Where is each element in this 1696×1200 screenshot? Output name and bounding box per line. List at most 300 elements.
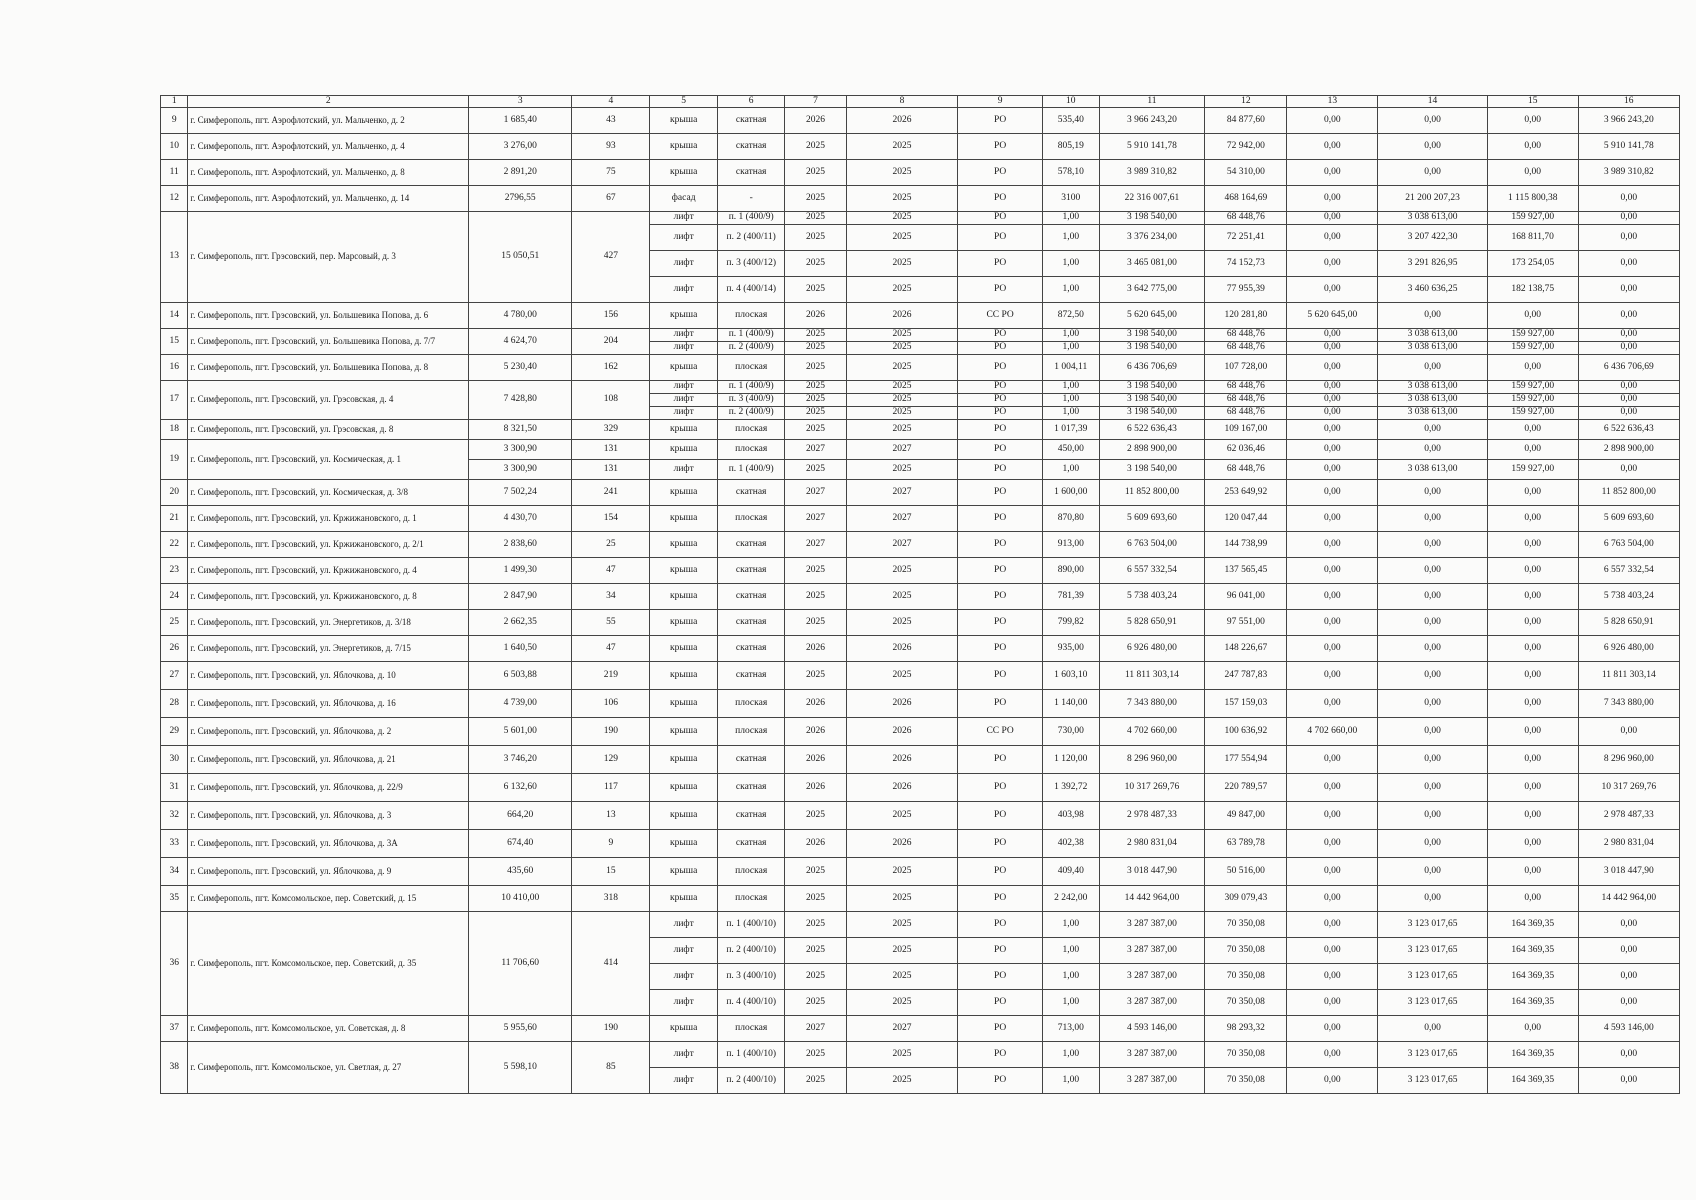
address: г. Симферополь, пгт. Грэсовский, ул. Большевика Попова, д. 7/7 [188, 329, 469, 355]
year-end: 2025 [846, 802, 958, 830]
federal-amount: 0,00 [1378, 355, 1488, 381]
year-start: 2026 [785, 746, 846, 774]
cost-per-unit: 68 448,76 [1205, 407, 1287, 420]
fund-amount: 0,00 [1287, 662, 1378, 690]
owner-amount: 0,00 [1578, 212, 1679, 225]
year-start: 2027 [785, 506, 846, 532]
column-header: 6 [717, 96, 785, 108]
work-subtype: п. 1 (400/9) [717, 381, 785, 394]
row-number: 33 [161, 830, 188, 858]
funding-source: РО [958, 186, 1042, 212]
funding-source: РО [958, 394, 1042, 407]
work-subtype: скатная [717, 108, 785, 134]
year-start: 2026 [785, 108, 846, 134]
row-number: 30 [161, 746, 188, 774]
federal-amount: 3 038 613,00 [1378, 407, 1488, 420]
work-subtype: скатная [717, 662, 785, 690]
owner-amount: 7 343 880,00 [1578, 690, 1679, 718]
table-row [161, 303, 1680, 329]
table-row [161, 858, 1680, 886]
year-start: 2025 [785, 329, 846, 342]
regional-amount: 168 811,70 [1487, 225, 1578, 251]
funding-source: РО [958, 440, 1042, 460]
federal-amount: 3 038 613,00 [1378, 381, 1488, 394]
total-cost: 22 316 007,61 [1099, 186, 1204, 212]
column-header: 7 [785, 96, 846, 108]
volume: 890,00 [1042, 558, 1099, 584]
fund-amount: 0,00 [1287, 407, 1378, 420]
federal-amount: 0,00 [1378, 108, 1488, 134]
owner-amount: 11 811 303,14 [1578, 662, 1679, 690]
column-header: 5 [650, 96, 718, 108]
funding-source: РО [958, 858, 1042, 886]
regional-amount: 159 927,00 [1487, 342, 1578, 355]
cost-per-unit: 84 877,60 [1205, 108, 1287, 134]
cost-per-unit: 70 350,08 [1205, 990, 1287, 1016]
funding-source: РО [958, 480, 1042, 506]
total-area: 5 598,10 [469, 1042, 572, 1094]
total-cost: 2 978 487,33 [1099, 802, 1204, 830]
fund-amount: 0,00 [1287, 225, 1378, 251]
total-area: 4 739,00 [469, 690, 572, 718]
year-start: 2025 [785, 225, 846, 251]
total-area: 3 276,00 [469, 134, 572, 160]
total-cost: 2 980 831,04 [1099, 830, 1204, 858]
year-end: 2025 [846, 134, 958, 160]
volume: 1,00 [1042, 1042, 1099, 1068]
work-type: лифт [650, 1068, 718, 1094]
funding-source: РО [958, 774, 1042, 802]
year-end: 2025 [846, 858, 958, 886]
work-type: крыша [650, 355, 718, 381]
regional-amount: 159 927,00 [1487, 407, 1578, 420]
owner-amount: 8 296 960,00 [1578, 746, 1679, 774]
cost-per-unit: 107 728,00 [1205, 355, 1287, 381]
work-type: лифт [650, 1042, 718, 1068]
owner-amount: 0,00 [1578, 394, 1679, 407]
year-end: 2025 [846, 584, 958, 610]
year-start: 2025 [785, 938, 846, 964]
owner-amount: 0,00 [1578, 186, 1679, 212]
fund-amount: 0,00 [1287, 610, 1378, 636]
cost-per-unit: 68 448,76 [1205, 329, 1287, 342]
cost-per-unit: 72 942,00 [1205, 134, 1287, 160]
year-start: 2025 [785, 355, 846, 381]
volume: 1,00 [1042, 225, 1099, 251]
work-type: лифт [650, 407, 718, 420]
residents-count: 13 [572, 802, 650, 830]
address: г. Симферополь, пгт. Аэрофлотский, ул. Мальченко, д. 2 [188, 108, 469, 134]
work-subtype: скатная [717, 480, 785, 506]
fund-amount: 0,00 [1287, 690, 1378, 718]
address: г. Симферополь, пгт. Грэсовский, ул. Энергетиков, д. 3/18 [188, 610, 469, 636]
year-end: 2025 [846, 1068, 958, 1094]
fund-amount: 0,00 [1287, 134, 1378, 160]
work-subtype: плоская [717, 858, 785, 886]
volume: 1,00 [1042, 329, 1099, 342]
regional-amount: 1 115 800,38 [1487, 186, 1578, 212]
owner-amount: 2 978 487,33 [1578, 802, 1679, 830]
address: г. Симферополь, пгт. Грэсовский, ул. Большевика Попова, д. 8 [188, 355, 469, 381]
cost-per-unit: 49 847,00 [1205, 802, 1287, 830]
total-area: 4 780,00 [469, 303, 572, 329]
year-end: 2027 [846, 1016, 958, 1042]
column-header: 15 [1487, 96, 1578, 108]
address: г. Симферополь, пгт. Грэсовский, ул. Космическая, д. 3/8 [188, 480, 469, 506]
residents-count: 414 [572, 912, 650, 1016]
total-cost: 2 898 900,00 [1099, 440, 1204, 460]
year-start: 2025 [785, 1068, 846, 1094]
column-header: 12 [1205, 96, 1287, 108]
work-subtype: скатная [717, 532, 785, 558]
fund-amount: 0,00 [1287, 329, 1378, 342]
year-end: 2025 [846, 610, 958, 636]
federal-amount: 3 038 613,00 [1378, 212, 1488, 225]
volume: 781,39 [1042, 584, 1099, 610]
residents-count: 25 [572, 532, 650, 558]
address: г. Симферополь, пгт. Грэсовский, ул. Грэсовская, д. 4 [188, 381, 469, 420]
table-row [161, 610, 1680, 636]
work-subtype: плоская [717, 506, 785, 532]
total-area: 7 502,24 [469, 480, 572, 506]
volume: 578,10 [1042, 160, 1099, 186]
owner-amount: 2 898 900,00 [1578, 440, 1679, 460]
owner-amount: 0,00 [1578, 407, 1679, 420]
total-cost: 6 522 636,43 [1099, 420, 1204, 440]
year-start: 2027 [785, 532, 846, 558]
year-start: 2025 [785, 460, 846, 480]
regional-amount: 164 369,35 [1487, 990, 1578, 1016]
cost-per-unit: 120 281,80 [1205, 303, 1287, 329]
cost-per-unit: 157 159,03 [1205, 690, 1287, 718]
volume: 1 017,39 [1042, 420, 1099, 440]
table-row [161, 690, 1680, 718]
residents-count: 219 [572, 662, 650, 690]
work-subtype: плоская [717, 303, 785, 329]
cost-per-unit: 77 955,39 [1205, 277, 1287, 303]
address: г. Симферополь, пгт. Комсомольское, ул. Светлая, д. 27 [188, 1042, 469, 1094]
federal-amount: 0,00 [1378, 1016, 1488, 1042]
fund-amount: 4 702 660,00 [1287, 718, 1378, 746]
work-subtype: плоская [717, 440, 785, 460]
row-number: 31 [161, 774, 188, 802]
federal-amount: 3 123 017,65 [1378, 1042, 1488, 1068]
year-end: 2026 [846, 108, 958, 134]
fund-amount: 0,00 [1287, 938, 1378, 964]
column-header: 14 [1378, 96, 1488, 108]
federal-amount: 3 123 017,65 [1378, 912, 1488, 938]
work-subtype: п. 2 (400/10) [717, 1068, 785, 1094]
year-end: 2025 [846, 342, 958, 355]
year-end: 2025 [846, 938, 958, 964]
row-number: 19 [161, 440, 188, 480]
total-cost: 3 287 387,00 [1099, 912, 1204, 938]
address: г. Симферополь, пгт. Грэсовский, ул. Кржижановского, д. 8 [188, 584, 469, 610]
residents-count: 204 [572, 329, 650, 355]
regional-amount: 0,00 [1487, 886, 1578, 912]
year-start: 2027 [785, 440, 846, 460]
row-number: 25 [161, 610, 188, 636]
work-subtype: п. 4 (400/14) [717, 277, 785, 303]
row-number: 35 [161, 886, 188, 912]
total-cost: 3 198 540,00 [1099, 212, 1204, 225]
work-type: крыша [650, 718, 718, 746]
federal-amount: 0,00 [1378, 858, 1488, 886]
fund-amount: 0,00 [1287, 251, 1378, 277]
volume: 1,00 [1042, 394, 1099, 407]
row-number: 28 [161, 690, 188, 718]
total-cost: 3 198 540,00 [1099, 407, 1204, 420]
cost-per-unit: 50 516,00 [1205, 858, 1287, 886]
year-end: 2026 [846, 718, 958, 746]
funding-source: РО [958, 134, 1042, 160]
federal-amount: 0,00 [1378, 718, 1488, 746]
work-type: крыша [650, 532, 718, 558]
cost-per-unit: 68 448,76 [1205, 460, 1287, 480]
work-subtype: плоская [717, 355, 785, 381]
year-end: 2026 [846, 774, 958, 802]
row-number: 11 [161, 160, 188, 186]
total-area: 3 300,90 [469, 440, 572, 460]
residents-count: 129 [572, 746, 650, 774]
total-area: 11 706,60 [469, 912, 572, 1016]
total-area: 3 300,90 [469, 460, 572, 480]
work-type: крыша [650, 584, 718, 610]
address: г. Симферополь, пгт. Грэсовский, ул. Грэсовская, д. 8 [188, 420, 469, 440]
fund-amount: 5 620 645,00 [1287, 303, 1378, 329]
work-type: лифт [650, 964, 718, 990]
total-cost: 3 642 775,00 [1099, 277, 1204, 303]
volume: 1,00 [1042, 381, 1099, 394]
federal-amount: 3 038 613,00 [1378, 460, 1488, 480]
federal-amount: 3 123 017,65 [1378, 1068, 1488, 1094]
cost-per-unit: 253 649,92 [1205, 480, 1287, 506]
work-subtype: плоская [717, 420, 785, 440]
year-start: 2025 [785, 134, 846, 160]
address: г. Симферополь, пгт. Грэсовский, ул. Яблочкова, д. 10 [188, 662, 469, 690]
row-number: 34 [161, 858, 188, 886]
table-row [161, 912, 1680, 938]
federal-amount: 3 038 613,00 [1378, 342, 1488, 355]
work-type: крыша [650, 636, 718, 662]
year-start: 2025 [785, 990, 846, 1016]
table-row [161, 212, 1680, 225]
work-type: крыша [650, 886, 718, 912]
volume: 1,00 [1042, 1068, 1099, 1094]
funding-source: РО [958, 964, 1042, 990]
total-cost: 6 557 332,54 [1099, 558, 1204, 584]
regional-amount: 173 254,05 [1487, 251, 1578, 277]
table-row [161, 440, 1680, 460]
year-start: 2025 [785, 342, 846, 355]
volume: 450,00 [1042, 440, 1099, 460]
regional-amount: 0,00 [1487, 584, 1578, 610]
residents-count: 85 [572, 1042, 650, 1094]
residents-count: 106 [572, 690, 650, 718]
table-row [161, 636, 1680, 662]
total-area: 6 132,60 [469, 774, 572, 802]
row-number: 10 [161, 134, 188, 160]
owner-amount: 5 828 650,91 [1578, 610, 1679, 636]
year-start: 2026 [785, 830, 846, 858]
owner-amount: 14 442 964,00 [1578, 886, 1679, 912]
federal-amount: 0,00 [1378, 746, 1488, 774]
fund-amount: 0,00 [1287, 480, 1378, 506]
residents-count: 15 [572, 858, 650, 886]
cost-per-unit: 96 041,00 [1205, 584, 1287, 610]
work-subtype: п. 2 (400/9) [717, 407, 785, 420]
table-row [161, 662, 1680, 690]
regional-amount: 0,00 [1487, 134, 1578, 160]
year-start: 2026 [785, 636, 846, 662]
year-start: 2025 [785, 1042, 846, 1068]
year-start: 2025 [785, 662, 846, 690]
owner-amount: 3 966 243,20 [1578, 108, 1679, 134]
total-area: 674,40 [469, 830, 572, 858]
owner-amount: 0,00 [1578, 460, 1679, 480]
volume: 1 120,00 [1042, 746, 1099, 774]
total-cost: 3 287 387,00 [1099, 1042, 1204, 1068]
funding-source: РО [958, 251, 1042, 277]
regional-amount: 159 927,00 [1487, 329, 1578, 342]
fund-amount: 0,00 [1287, 858, 1378, 886]
table-row [161, 532, 1680, 558]
volume: 403,98 [1042, 802, 1099, 830]
year-end: 2027 [846, 440, 958, 460]
year-start: 2025 [785, 160, 846, 186]
work-type: лифт [650, 460, 718, 480]
total-cost: 3 198 540,00 [1099, 342, 1204, 355]
total-area: 5 230,40 [469, 355, 572, 381]
table-row [161, 420, 1680, 440]
year-end: 2025 [846, 160, 958, 186]
table-row [161, 558, 1680, 584]
regional-amount: 0,00 [1487, 506, 1578, 532]
volume: 409,40 [1042, 858, 1099, 886]
funding-source: РО [958, 277, 1042, 303]
owner-amount: 0,00 [1578, 990, 1679, 1016]
fund-amount: 0,00 [1287, 802, 1378, 830]
regional-amount: 164 369,35 [1487, 912, 1578, 938]
address: г. Симферополь, пгт. Грэсовский, ул. Яблочкова, д. 16 [188, 690, 469, 718]
table-row [161, 802, 1680, 830]
total-area: 5 955,60 [469, 1016, 572, 1042]
total-cost: 3 018 447,90 [1099, 858, 1204, 886]
owner-amount: 0,00 [1578, 303, 1679, 329]
work-subtype: п. 2 (400/11) [717, 225, 785, 251]
fund-amount: 0,00 [1287, 558, 1378, 584]
table-row [161, 355, 1680, 381]
total-cost: 7 343 880,00 [1099, 690, 1204, 718]
year-start: 2025 [785, 212, 846, 225]
cost-per-unit: 70 350,08 [1205, 964, 1287, 990]
federal-amount: 0,00 [1378, 802, 1488, 830]
year-end: 2025 [846, 886, 958, 912]
volume: 799,82 [1042, 610, 1099, 636]
year-start: 2025 [785, 277, 846, 303]
owner-amount: 5 910 141,78 [1578, 134, 1679, 160]
row-number: 23 [161, 558, 188, 584]
volume: 1,00 [1042, 938, 1099, 964]
cost-per-unit: 177 554,94 [1205, 746, 1287, 774]
regional-amount: 0,00 [1487, 440, 1578, 460]
cost-per-unit: 98 293,32 [1205, 1016, 1287, 1042]
year-start: 2025 [785, 251, 846, 277]
owner-amount: 0,00 [1578, 342, 1679, 355]
total-cost: 5 609 693,60 [1099, 506, 1204, 532]
column-number-row [161, 96, 1680, 108]
residents-count: 47 [572, 558, 650, 584]
volume: 1,00 [1042, 277, 1099, 303]
column-header: 8 [846, 96, 958, 108]
residents-count: 43 [572, 108, 650, 134]
work-subtype: скатная [717, 584, 785, 610]
address: г. Симферополь, пгт. Комсомольское, ул. Советская, д. 8 [188, 1016, 469, 1042]
funding-source: РО [958, 584, 1042, 610]
table-row [161, 886, 1680, 912]
table-row [161, 746, 1680, 774]
regional-amount: 0,00 [1487, 610, 1578, 636]
regional-amount: 0,00 [1487, 718, 1578, 746]
funding-source: РО [958, 506, 1042, 532]
table-row [161, 830, 1680, 858]
owner-amount: 0,00 [1578, 964, 1679, 990]
year-end: 2025 [846, 277, 958, 303]
cost-per-unit: 74 152,73 [1205, 251, 1287, 277]
work-type: лифт [650, 251, 718, 277]
owner-amount: 6 763 504,00 [1578, 532, 1679, 558]
federal-amount: 0,00 [1378, 558, 1488, 584]
volume: 1 600,00 [1042, 480, 1099, 506]
address: г. Симферополь, пгт. Аэрофлотский, ул. Мальченко, д. 14 [188, 186, 469, 212]
work-type: крыша [650, 610, 718, 636]
residents-count: 318 [572, 886, 650, 912]
work-type: крыша [650, 108, 718, 134]
row-number: 21 [161, 506, 188, 532]
owner-amount: 4 593 146,00 [1578, 1016, 1679, 1042]
residents-count: 427 [572, 212, 650, 303]
funding-source: РО [958, 886, 1042, 912]
volume: 1 004,11 [1042, 355, 1099, 381]
total-area: 435,60 [469, 858, 572, 886]
work-subtype: плоская [717, 1016, 785, 1042]
column-header: 3 [469, 96, 572, 108]
table-row [161, 329, 1680, 342]
fund-amount: 0,00 [1287, 532, 1378, 558]
funding-source: РО [958, 636, 1042, 662]
funding-source: РО [958, 990, 1042, 1016]
total-cost: 3 287 387,00 [1099, 990, 1204, 1016]
year-end: 2025 [846, 329, 958, 342]
fund-amount: 0,00 [1287, 355, 1378, 381]
regional-amount: 0,00 [1487, 303, 1578, 329]
address: г. Симферополь, пгт. Аэрофлотский, ул. Мальченко, д. 8 [188, 160, 469, 186]
work-type: лифт [650, 342, 718, 355]
cost-per-unit: 68 448,76 [1205, 381, 1287, 394]
cost-per-unit: 68 448,76 [1205, 394, 1287, 407]
cost-per-unit: 144 738,99 [1205, 532, 1287, 558]
owner-amount: 0,00 [1578, 251, 1679, 277]
row-number: 38 [161, 1042, 188, 1094]
total-cost: 11 811 303,14 [1099, 662, 1204, 690]
address: г. Симферополь, пгт. Грэсовский, ул. Яблочкова, д. 3 [188, 802, 469, 830]
owner-amount: 0,00 [1578, 329, 1679, 342]
owner-amount: 0,00 [1578, 381, 1679, 394]
work-type: лифт [650, 990, 718, 1016]
address: г. Симферополь, пгт. Грэсовский, ул. Энергетиков, д. 7/15 [188, 636, 469, 662]
residents-count: 75 [572, 160, 650, 186]
regional-amount: 0,00 [1487, 830, 1578, 858]
